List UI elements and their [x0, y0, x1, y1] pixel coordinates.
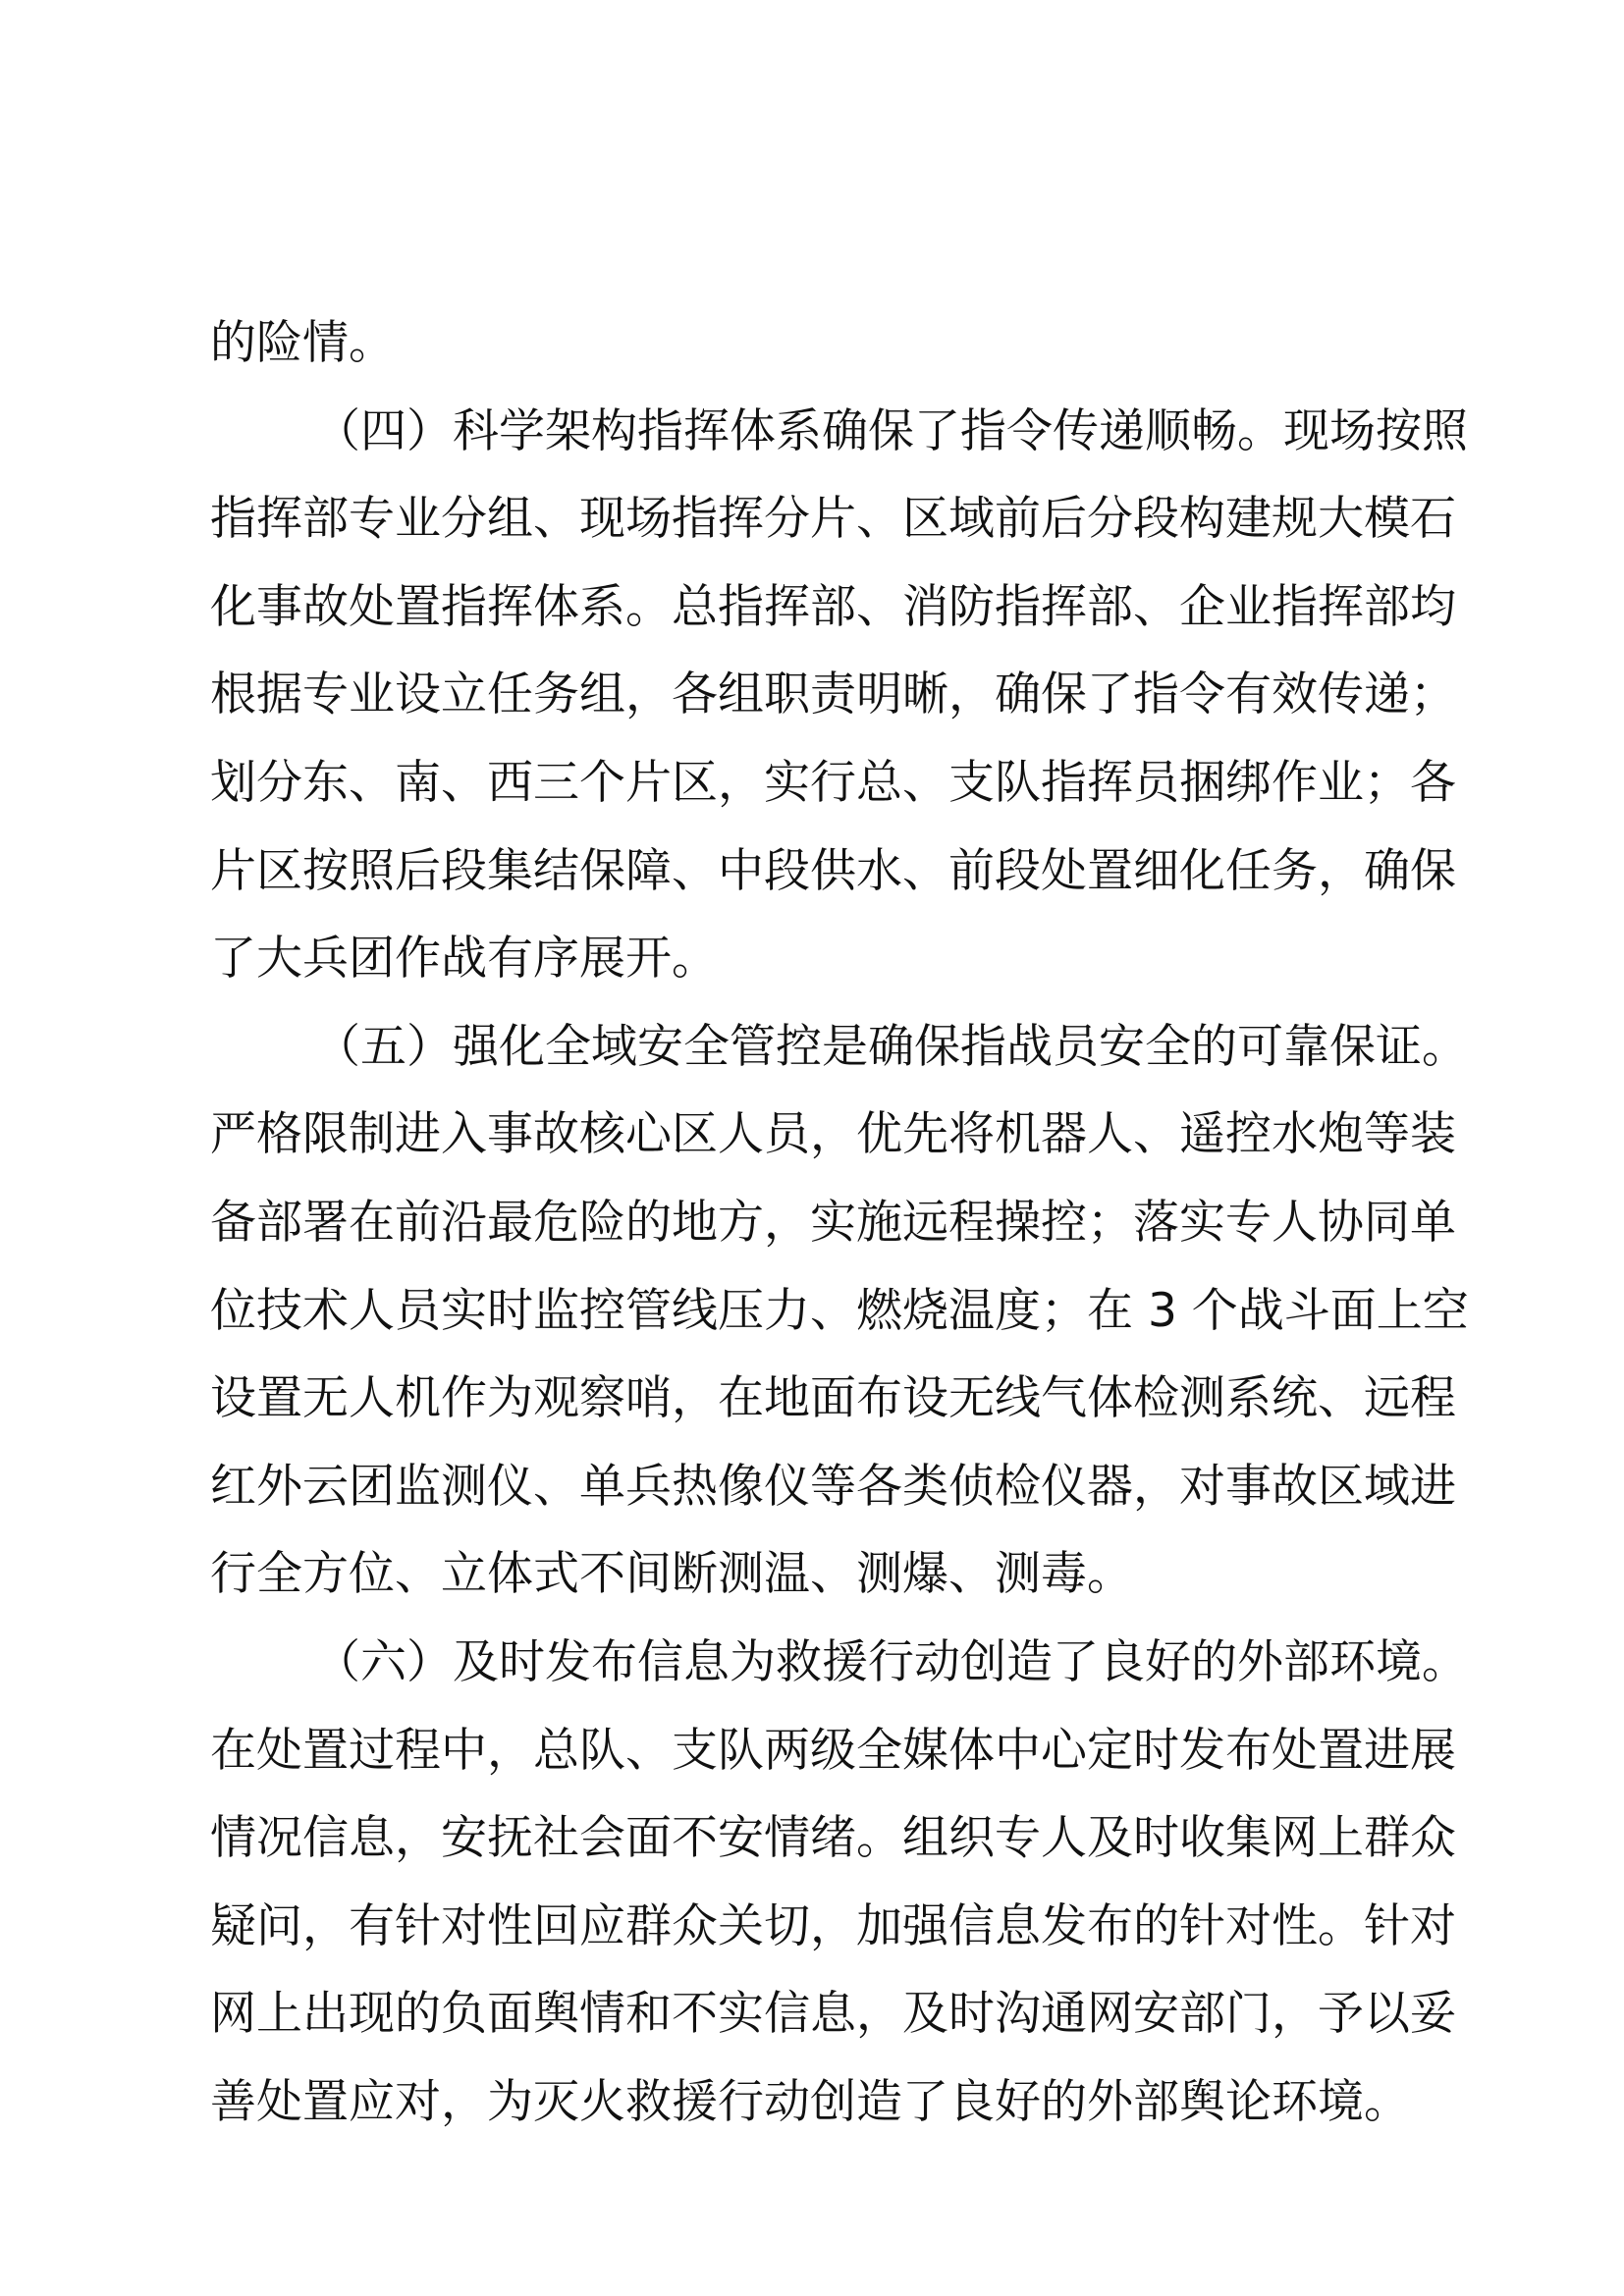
text-line: 的险情。	[210, 316, 395, 370]
text-line: 疑问，有针对性回应群众关切，加强信息发布的针对性。针对	[210, 1898, 1456, 1953]
section-heading-line: （四）科学架构指挥体系确保了指令传递顺畅。现场按照	[314, 403, 1468, 458]
text-line: 红外云团监测仪、单兵热像仪等各类侦检仪器，对事故区域进	[210, 1459, 1456, 1514]
text-line: 情况信息，安抚社会面不安情绪。组织专人及时收集网上群众	[210, 1811, 1456, 1866]
text-line: 划分东、南、西三个片区，实行总、支队指挥员捆绑作业；各	[210, 755, 1456, 810]
text-line: 备部署在前沿最危险的地方，实施远程操控；落实专人协同单	[210, 1195, 1456, 1250]
text-line: 在处置过程中，总队、支队两级全媒体中心定时发布处置进展	[210, 1723, 1456, 1778]
section-heading-line: （五）强化全域安全管控是确保指战员安全的可靠保证。	[314, 1019, 1468, 1074]
document-body	[210, 299, 1469, 2146]
text-line: 设置无人机作为观察哨，在地面布设无线气体检测系统、远程	[210, 1371, 1456, 1426]
text-line: 严格限制进入事故核心区人员，优先将机器人、遥控水炮等装	[210, 1107, 1456, 1162]
text-line: 化事故处置指挥体系。总指挥部、消防指挥部、企业指挥部均	[210, 579, 1456, 634]
text-line: 行全方位、立体式不间断测温、测爆、测毒。	[210, 1547, 1133, 1602]
text-line: 网上出现的负面舆情和不实信息，及时沟通网安部门，予以妥	[210, 1987, 1456, 2042]
text-line: 根据专业设立任务组，各组职责明晰，确保了指令有效传递；	[210, 667, 1456, 722]
text-line: 善处置应对，为灭火救援行动创造了良好的外部舆论环境。	[210, 2074, 1410, 2129]
section-heading-line: （六）及时发布信息为救援行动创造了良好的外部环境。	[314, 1634, 1468, 1689]
text-line: 片区按照后段集结保障、中段供水、前段处置细化任务，确保	[210, 843, 1456, 898]
text-line: 位技术人员实时监控管线压力、燃烧温度；在 3 个战斗面上空	[210, 1283, 1469, 1338]
text-line: 了大兵团作战有序展开。	[210, 932, 718, 987]
text-line: 指挥部专业分组、现场指挥分片、区域前后分段构建规大模石	[210, 492, 1456, 547]
